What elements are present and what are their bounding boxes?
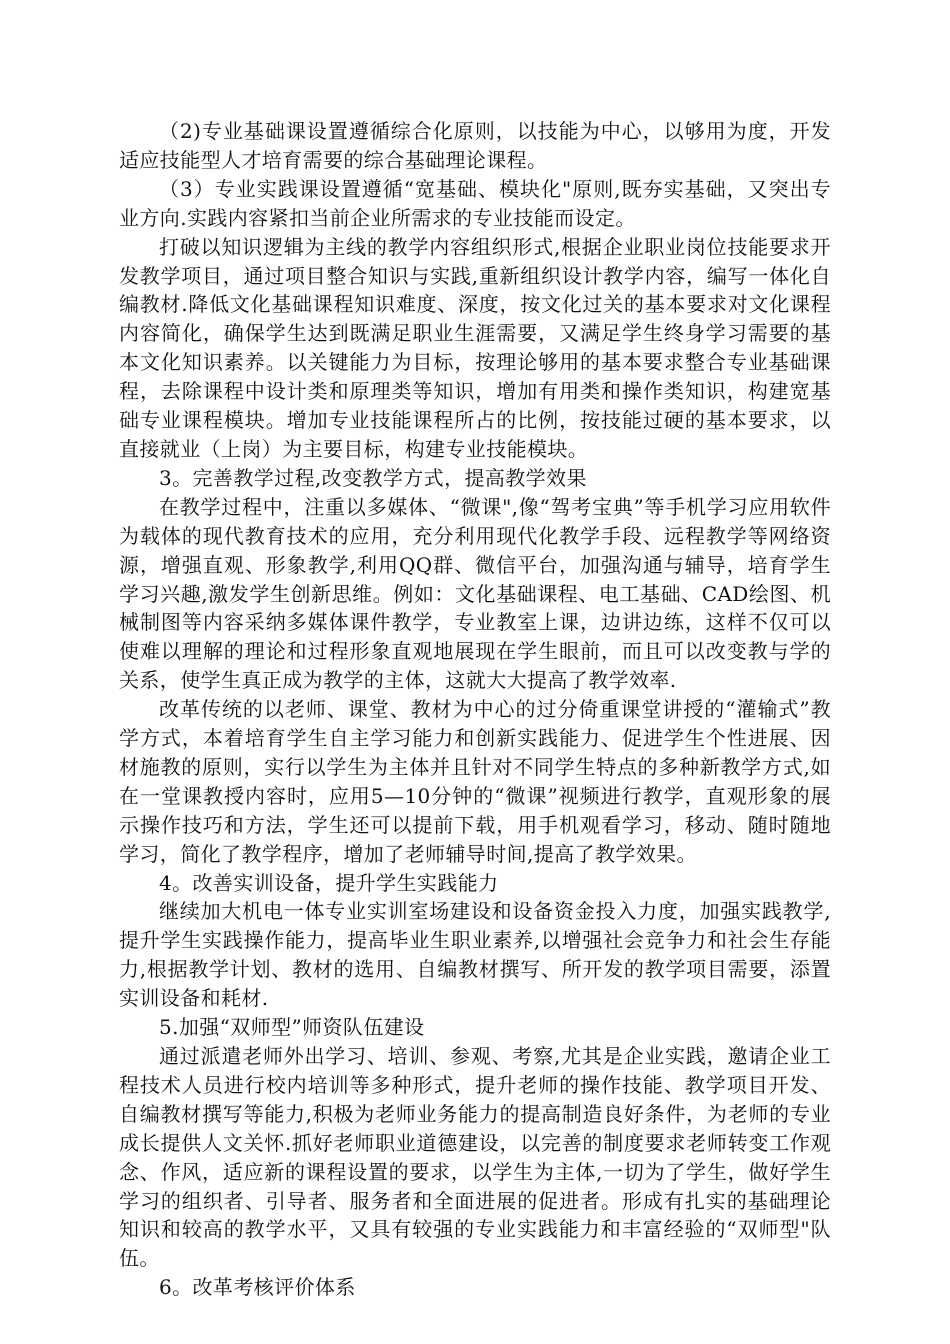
section-heading-4: 4。改善实训设备，提升学生实践能力: [159, 870, 499, 895]
section-heading-5: 5.加强“双师型”师资队伍建设: [159, 1015, 425, 1040]
section-heading-6: 6。改革考核评价体系: [159, 1275, 356, 1300]
document-body: [119, 117, 831, 1302]
paragraph-teaching-content-reform: 打破以知识逻辑为主线的教学内容组织形式,根据企业职业岗位技能要求开发教学项目，通过项目整合知识与实践,重新组织设计教学内容，编写一体化自编教材.降低文化基础课程知识难度、深度，按文化过关的基本要求对文化课程内容简化，确保学生达到既满足职业生涯需要，又满足学生终身学习需要的基本文化知识素养。以关键能力为目标，按理论够用的基本要求整合专业基础课程，去除课程中设计类和原理类等知识，增加有用类和操作类知识，构建宽基础专业课程模块。增加专业技能课程所占的比例，按技能过硬的基本要求，以直接就业（上岗）为主要目标，构建专业技能模块。: [119, 234, 831, 461]
paragraph-professional-basic-courses: （2)专业基础课设置遵循综合化原则，以技能为中心，以够用为度，开发适应技能型人才培育需要的综合基础理论课程。: [119, 119, 831, 172]
paragraph-professional-practice-courses: （3）专业实践课设置遵循“宽基础、模块化"原则,既夯实基础，又突出专业方向.实践内容紧扣当前企业所需求的专业技能而设定。: [119, 176, 831, 230]
paragraph-training-equipment: 继续加大机电一体专业实训室场建设和设备资金投入力度，加强实践教学,提升学生实践操作能力，提高毕业生职业素养,以增强社会竞争力和社会生存能力,根据教学计划、教材的选用、自编教材撰写、所开发的教学项目需要，添置实训设备和耗材.: [119, 899, 831, 1011]
paragraph-multimedia-teaching: 在教学过程中，注重以多媒体、“微课",像“驾考宝典”等手机学习应用软件为载体的现代教育技术的应用，充分利用现代化教学手段、远程教学等网络资源，增强直观、形象教学,利用QQ群、微信平台，加强沟通与辅导，培育学生学习兴趣,激发学生创新思维。例如：文化基础课程、电工基础、CAD绘图、机械制图等内容采纳多媒体课件教学，专业教室上课，边讲边练，这样不仅可以使难以理解的理论和过程形象直观地展现在学生眼前，而且可以改变教与学的关系，使学生真正成为教学的主体，这就大大提高了教学效率.: [119, 494, 831, 693]
paragraph-dual-teacher-team: 通过派遣老师外出学习、培训、参观、考察,尤其是企业实践，邀请企业工程技术人员进行校内培训等多种形式，提升老师的操作技能、教学项目开发、自编教材撰写等能力,积极为老师业务能力的提高制造良好条件，为老师的专业成长提供人文关怀.抓好老师职业道德建设，以完善的制度要求老师转变工作观念、作风，适应新的课程设置的要求，以学生为主体,一切为了学生，做好学生学习的组织者、引导者、服务者和全面进展的促进者。形成有扎实的基础理论知识和较高的教学水平，又具有较强的专业实践能力和丰富经验的“双师型"队伍。: [119, 1044, 831, 1271]
paragraph-teaching-method-reform: 改革传统的以老师、课堂、教材为中心的过分倚重课堂讲授的“灌输式”教学方式，本着培育学生自主学习能力和创新实践能力、促进学生个性进展、因材施教的原则，实行以学生为主体并且针对不同学生特点的多种新教学方式,如在一堂课教授内容时，应用5—10分钟的“微课”视频进行教学，直观形象的展示操作技巧和方法，学生还可以提前下载，用手机观看学习，移动、随时随地学习，简化了教学程序，增加了老师辅导时间,提高了教学效果。: [119, 697, 831, 866]
section-heading-3: 3。完善教学过程,改变教学方式，提高教学效果: [159, 465, 587, 490]
